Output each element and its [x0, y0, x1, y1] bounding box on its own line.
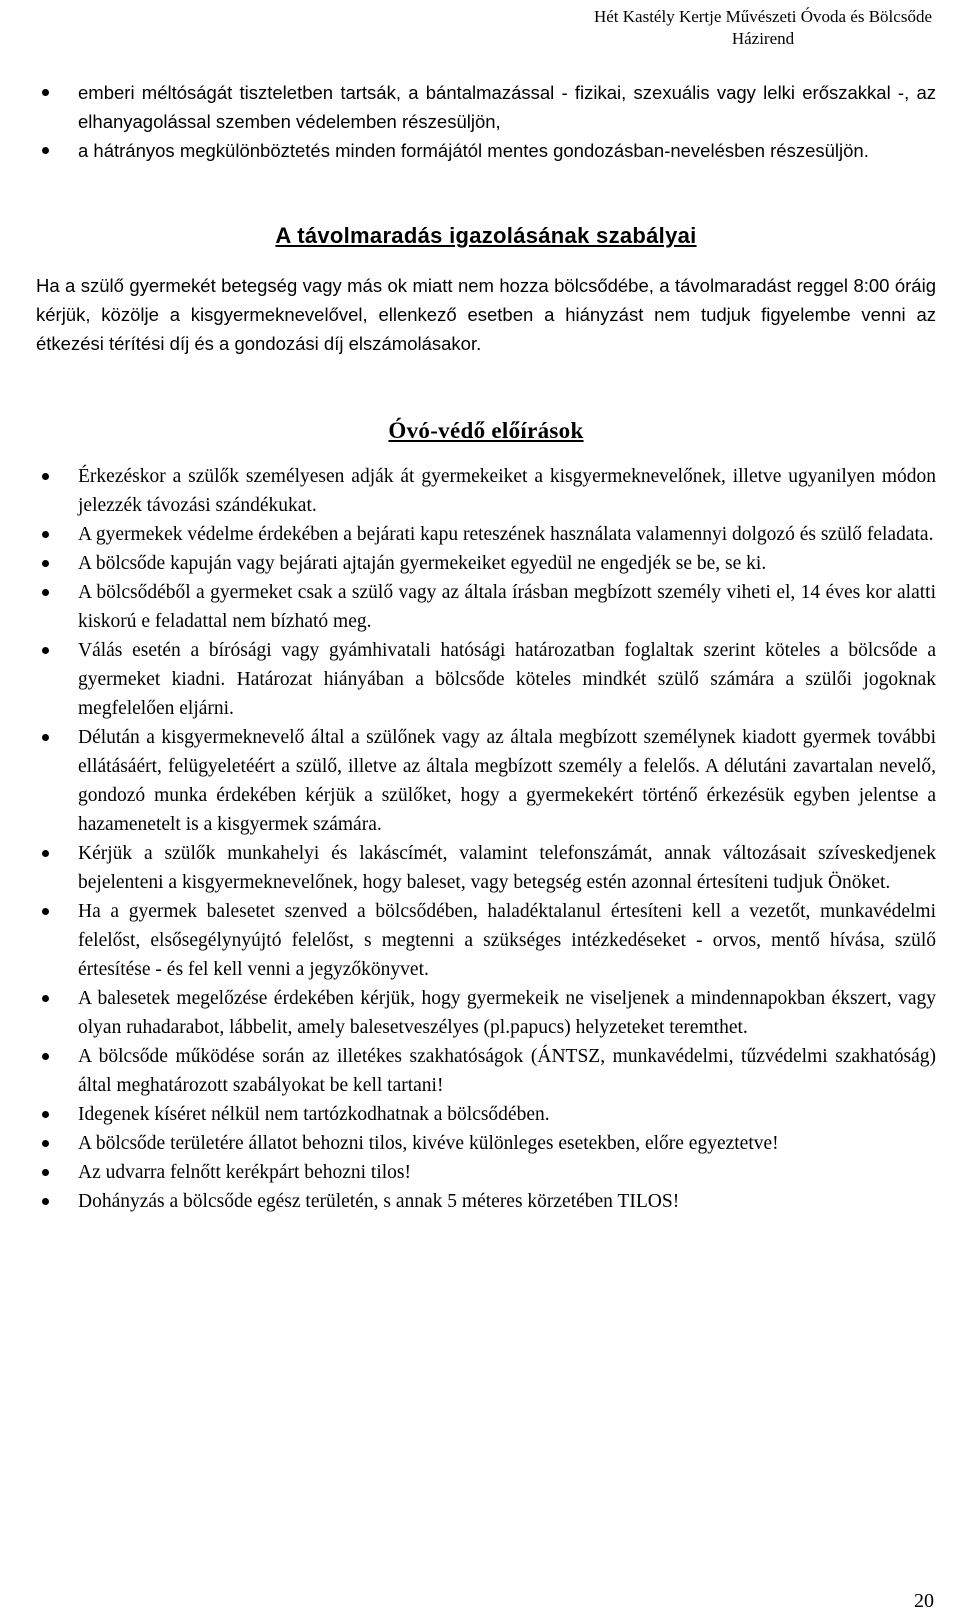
page-number: 20 — [914, 1590, 934, 1612]
list-item — [36, 723, 936, 839]
bullet-icon — [42, 647, 49, 654]
list-item-text: A bölcsőde területére állatot behozni tilos, kivéve különleges esetekben, előre egyeztetve! — [78, 1133, 779, 1154]
list-item — [36, 462, 936, 520]
list-item-text: Idegenek kíséret nélkül nem tartózkodhatnak a bölcsődében. — [78, 1104, 550, 1125]
bullet-icon — [42, 1111, 49, 1118]
list-item — [36, 1187, 936, 1216]
bullet-icon — [42, 1140, 49, 1147]
bullet-icon — [42, 89, 49, 96]
bullet-icon — [42, 1053, 49, 1060]
list-item-text: A gyermekek védelme érdekében a bejárati kapu reteszének használata valamennyi dolgozó és szülő feladata. — [78, 524, 934, 545]
list-item — [36, 636, 936, 723]
list-item-text: emberi méltóságát tiszteletben tartsák, a bántalmazással - fizikai, szexuális vagy lelki erőszakkal -, az elhanyagolással szemben védelemben részesüljön, — [78, 82, 936, 132]
list-item-text: Érkezéskor a szülők személyesen adják át gyermekeiket a kisgyermeknevelőnek, illetve ugyanilyen módon jelezzék távozási szándékukat. — [78, 466, 936, 516]
bullet-icon — [42, 908, 49, 915]
list-item-text: A bölcsőde kapuján vagy bejárati ajtaján gyermekeiket egyedül ne engedjék se be, se ki. — [78, 553, 767, 574]
list-item-text: Dohányzás a bölcsőde egész területén, s annak 5 méteres körzetében TILOS! — [78, 1191, 680, 1212]
list-item-text: a hátrányos megkülönböztetés minden formájától mentes gondozásban-nevelésben részesüljön. — [78, 140, 869, 161]
list-item-text: Az udvarra felnőtt kerékpárt behozni tilos! — [78, 1162, 411, 1183]
list-item — [36, 578, 936, 636]
list-item — [36, 78, 936, 136]
section-heading-absence: A távolmaradás igazolásának szabályai — [275, 223, 697, 248]
page-content — [36, 78, 936, 1216]
bullet-icon — [42, 1169, 49, 1176]
header-document-title: Házirend — [731, 29, 795, 48]
list-item — [36, 839, 936, 897]
list-item-text: A bölcsőde működése során az illetékes szakhatóságok (ÁNTSZ, munkavédelmi, tűzvédelmi szakhatóság) által meghatározott szabályokat be kell tartani! — [78, 1046, 936, 1096]
list-item — [36, 1100, 936, 1129]
bullet-icon — [42, 995, 49, 1002]
section-heading-safety: Óvó-védő előírások — [388, 418, 584, 443]
list-item — [36, 520, 936, 549]
header-institution-name: Hét Kastély Kertje Művészeti Óvoda és Bölcsőde — [593, 7, 932, 26]
bullet-icon — [42, 531, 49, 538]
list-item — [36, 136, 936, 165]
bullet-icon — [42, 589, 49, 596]
list-item — [36, 549, 936, 578]
bullet-icon — [42, 473, 49, 480]
bullet-icon — [42, 850, 49, 857]
intro-bullet-list — [36, 78, 936, 165]
bullet-icon — [42, 734, 49, 741]
list-item-text: Ha a gyermek balesetet szenved a bölcsődében, haladéktalanul értesíteni kell a vezetőt, munkavédelmi felelőst, elsősegélynyújtó felelőst, s megtenni a szükséges intézkedéseket - orvos, mentő hívása, szülő értesítése - és fel kell venni a jegyzőkönyvet. — [78, 901, 936, 980]
list-item — [36, 984, 936, 1042]
list-item — [36, 1042, 936, 1100]
list-item — [36, 1129, 936, 1158]
list-item — [36, 897, 936, 984]
absence-paragraph: Ha a szülő gyermekét betegség vagy más ok miatt nem hozza bölcsődébe, a távolmaradást reggel 8:00 óráig kérjük, közölje a kisgyermeknevelővel, ellenkező esetben a hiányzást nem tudjuk figyelembe venni az étkezési térítési díj és a gondozási díj elszámolásakor. — [36, 275, 936, 354]
list-item-text: Válás esetén a bírósági vagy gyámhivatali hatósági határozatban foglaltak szerint köteles a bölcsőde a gyermeket kiadni. Határozat hiányában a bölcsőde köteles mindkét szülő számára a szülői jogoknak megfelelően eljárni. — [78, 640, 936, 719]
bullet-icon — [42, 147, 49, 154]
safety-bullet-list — [36, 462, 936, 1216]
list-item — [36, 1158, 936, 1187]
list-item-text: A balesetek megelőzése érdekében kérjük, hogy gyermekeik ne viseljenek a mindennapokban ékszert, vagy olyan ruhadarabot, lábbelit, amely balesetveszélyes (pl.papucs) helyzeteket teremthet. — [78, 988, 936, 1038]
bullet-icon — [42, 1198, 49, 1205]
list-item-text: A bölcsődéből a gyermeket csak a szülő vagy az általa írásban megbízott személy viheti el, 14 éves kor alatti kiskorú e feladattal nem bízható meg. — [78, 582, 936, 632]
running-header — [594, 6, 932, 50]
list-item-text: Kérjük a szülők munkahelyi és lakáscímét, valamint telefonszámát, annak változásait szíveskedjenek bejelenteni a kisgyermeknevelőnek, hogy baleset, vagy betegség estén azonnal értesíteni tudjuk Önöket. — [78, 843, 936, 893]
bullet-icon — [42, 560, 49, 567]
list-item-text: Délután a kisgyermeknevelő által a szülőnek vagy az általa megbízott személynek kiadott gyermek további ellátásáért, felügyeletéért a szülő, illetve az általa megbízott személy a felelős. A délutáni zavartalan nevelő, gondozó munka érdekében kérjük a szülőket, hogy a gyermekekért történő érkezésük egyben jelentse a hazamenetelt is a kisgyermek számára. — [78, 727, 936, 835]
